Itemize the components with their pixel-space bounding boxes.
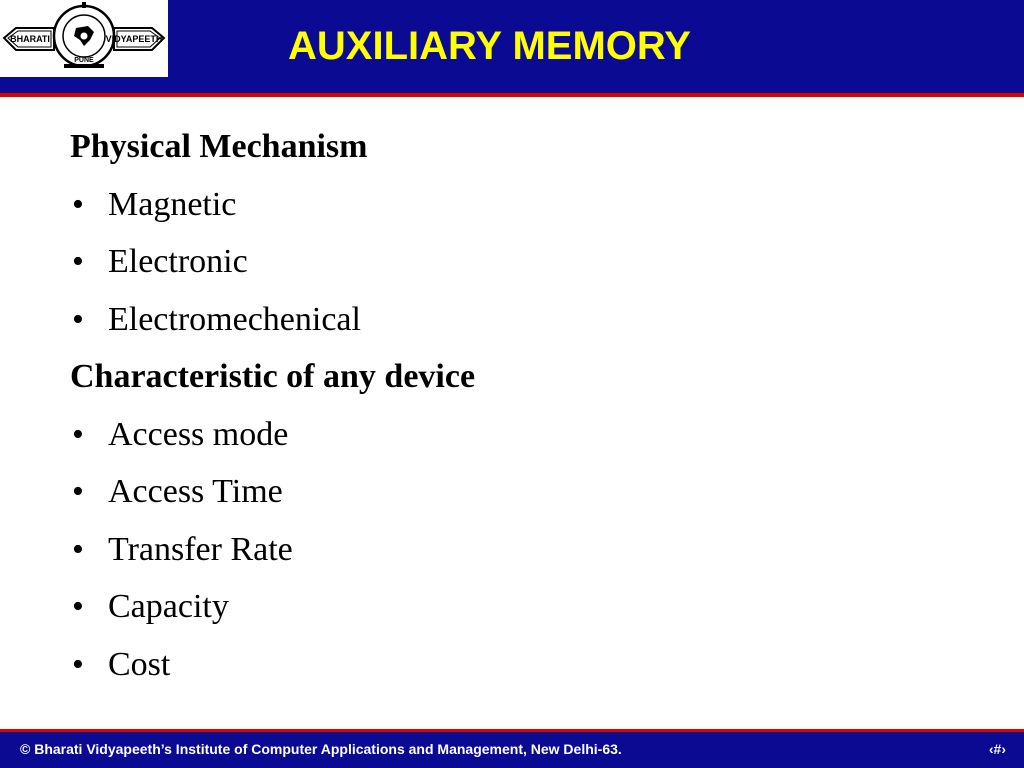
bullet-item-access-mode [70,406,970,464]
bullet-text: Cost [108,645,171,683]
bullet-icon: • [72,473,84,510]
slide-title: AUXILIARY MEMORY [288,24,691,68]
bullet-item-electronic [70,233,970,291]
bullet-icon: • [72,243,84,280]
slide-header [0,0,1024,93]
bullet-icon: • [72,300,84,338]
bullet-text: Transfer Rate [108,530,293,568]
section-heading-physical-mechanism: Physical Mechanism [70,128,368,165]
bullet-text: Capacity [108,588,229,625]
logo-text-right: VIDYAPEETH [105,34,163,44]
bullet-icon: • [72,645,84,683]
bullet-item-capacity [70,578,970,636]
header-divider [0,93,1024,97]
bullet-item-access-time [70,463,970,521]
bullet-icon: • [72,530,84,568]
bullet-item-magnetic [70,176,970,234]
logo-text-left: BHARATI [10,34,50,44]
bullet-icon: • [72,588,84,625]
bullet-text: Access Time [108,473,283,510]
bharati-vidyapeeth-logo [0,0,168,77]
bullet-text: Magnetic [108,185,237,223]
bullet-icon: • [72,185,84,223]
footer-copyright: © Bharati Vidyapeeth’s Institute of Computer Applications and Management, New Delhi-63. [20,741,622,757]
bullet-item-electromechenical [70,291,970,349]
bullet-text: Electromechenical [108,300,361,338]
slide-footer [0,729,1024,768]
section-heading-characteristics: Characteristic of any device [70,358,476,395]
bullet-item-cost [70,636,970,694]
slide-content [70,118,970,693]
bullet-text: Access mode [108,415,289,453]
bullet-text: Electronic [108,243,248,280]
bullet-item-transfer-rate [70,521,970,579]
slide-number: ‹#› [988,741,1006,757]
logo-text-bottom: PUNE [74,57,94,64]
bullet-icon: • [72,415,84,453]
logo [0,0,168,77]
